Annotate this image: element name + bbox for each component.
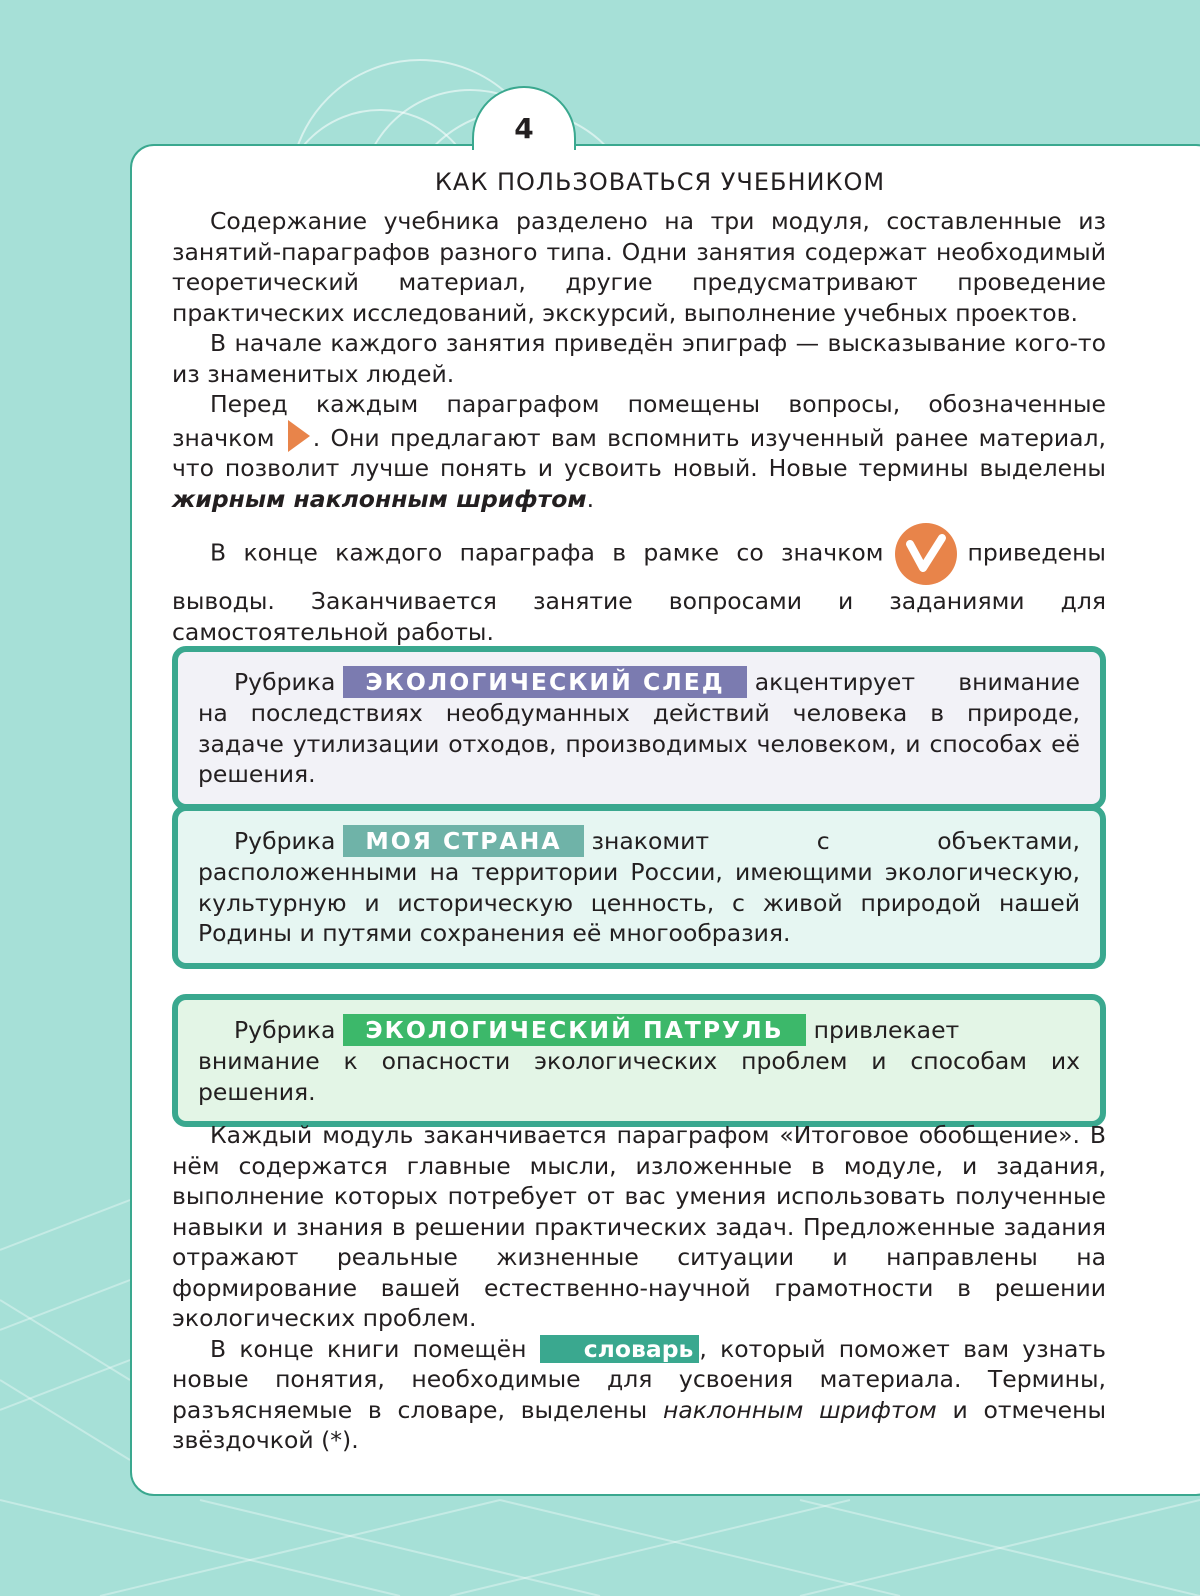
intro-paragraph-3: Перед каждым параграфом помещены вопросы, обозначенные значком . Они предлагают вам вспомнить изученный ранее материал, что позволит лучше понять и усвоить новый. Новые термины выделены жирным наклонным шрифтом. bbox=[172, 390, 1106, 513]
intro-paragraph-1: Содержание учебника разделено на три модуля, составленные из занятий-параграфов разного типа. Одни занятия содержат необходимый теоретический материал, другие предусматривают проведение практических исследований, экскурсий, выполнение учебных проектов. bbox=[172, 207, 1106, 327]
outro-text bbox=[172, 1120, 1106, 1456]
intro-paragraph-4: В конце каждого параграфа в рамке со значком приведены выводы. Заканчивается занятие вопросами и заданиями для самостоятельной работы. bbox=[172, 522, 1106, 647]
intro-paragraph-2: В начале каждого занятия приведён эпиграф — высказывание кого-то из знаменитых людей. bbox=[172, 329, 1106, 388]
arrow-icon bbox=[288, 420, 310, 452]
rubric-label: ЭКОЛОГИЧЕСКИЙ ПАТРУЛЬ bbox=[343, 1014, 805, 1046]
intro-text bbox=[172, 206, 1106, 647]
rubric-label: МОЯ СТРАНА bbox=[343, 825, 583, 857]
rubric-label: ЭКОЛОГИЧЕСКИЙ СЛЕД bbox=[343, 666, 746, 698]
check-icon bbox=[894, 522, 958, 586]
dictionary-highlight: словарь bbox=[540, 1335, 700, 1363]
bold-italic-term: жирным наклонным шрифтом bbox=[172, 484, 587, 513]
rubric-box-ecological-footprint: Рубрика ЭКОЛОГИЧЕСКИЙ СЛЕД акцентирует внимание на последствиях необдуманных действий человека в природе, задаче утилизации отходов, производимых человеком, и способах её решения. bbox=[172, 646, 1106, 810]
outro-paragraph-1: Каждый модуль заканчивается параграфом «Итоговое обобщение». В нём содержатся главные мысли, изложенные в модуле, и задания, выполнение которых потребует от вас умения использовать полученные навыки и знания в решении практических задач. Предложенные задания отражают реальные жизненные ситуации и направлены на формирование вашей естественно-научной грамотности в решении экологических проблем. bbox=[172, 1121, 1106, 1332]
rubric-box-my-country: Рубрика МОЯ СТРАНА знакомит с объектами, расположенными на территории России, имеющими экологическую, культурную и историческую ценность, с живой природой нашей Родины и путями сохранения её многообразия. bbox=[172, 805, 1106, 969]
page-number: 4 bbox=[514, 112, 534, 145]
page-title: КАК ПОЛЬЗОВАТЬСЯ УЧЕБНИКОМ bbox=[434, 168, 886, 196]
outro-paragraph-2: В конце книги помещён словарь , который поможет вам узнать новые понятия, необходимые для усвоения материала. Термины, разъясняемые в словаре, выделены наклонным шрифтом и отмечены звёздочкой (*). bbox=[172, 1334, 1106, 1454]
italic-term: наклонным шрифтом bbox=[662, 1395, 937, 1424]
rubric-box-ecological-patrol: Рубрика ЭКОЛОГИЧЕСКИЙ ПАТРУЛЬ привлекает внимание к опасности экологических проблем и способам их решения. bbox=[172, 994, 1106, 1127]
